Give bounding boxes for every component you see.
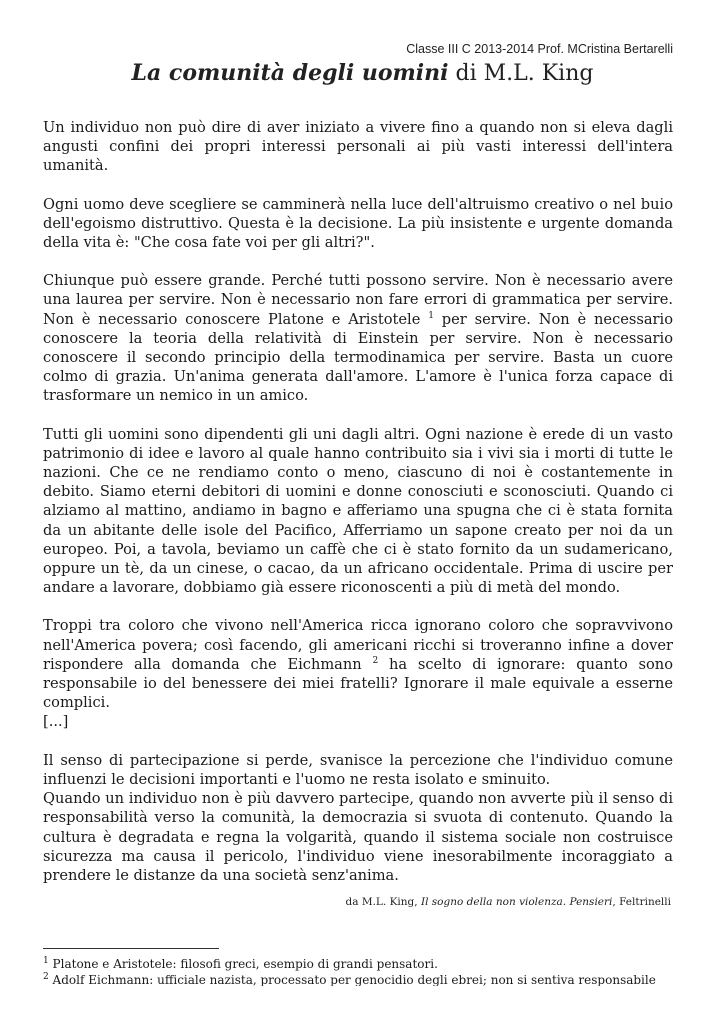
paragraph-4: Tutti gli uomini sono dipendenti gli uni dagli altri. Ogni nazione è erede di un vasto patrimonio di idee e lavoro al quale hanno contribuito sia i vivi sia i morti di tutte le nazioni. Che ce ne rendiamo conto o meno, ciascuno di noi è costantemente in debito. Siamo eterni debitori di uomini e donne conosciuti e sconosciuti. Quando ci alziamo al mattino, andiamo in bagno e afferiamo una spugna che ci è stata fornita da un abitante delle isole del Pacifico, Afferriamo un sapone creato per noi da un europeo. Poi, a tavola, beviamo un caffè che ci è stato fornito da un sudamericano, oppure un tè, da un cinese, o cacao, da un africano occidentale. Prima di uscire per andare a lavorare, dobbiamo già essere riconoscenti a più di metà del mondo. [43,425,673,597]
paragraph-2: Ogni uomo deve scegliere se camminerà nella luce dell'altruismo creativo o nel buio dell'egoismo distruttivo. Questa è la decisione. La più insistente e urgente domanda della vita è: "Che cosa fate voi per gli altri?". [43,195,673,252]
source-work-title: Il sogno della non violenza. Pensieri [420,896,613,908]
footnote-2 [43,972,683,986]
footnotes [43,956,683,986]
article-body [43,118,673,885]
source-publisher: , Feltrinelli [612,896,671,908]
footnote-ref-2: 2 [372,656,379,667]
paragraph-5 [43,616,673,712]
source-prefix: da M.L. King, [345,896,421,908]
paragraph-1: Un individuo non può dire di aver iniziato a vivere fino a quando non si eleva dagli angusti confini dei propri interessi personali ai più vasti interessi dell'intera umanità. [43,119,673,175]
course-header: Classe III C 2013-2014 Prof. MCristina Bertarelli [406,42,673,56]
paragraph-3 [43,271,673,405]
source-citation [346,896,671,908]
footnote-1-number: 1 [43,956,49,966]
footnote-1-text: Platone e Aristotele: filosofi greci, esempio di grandi pensatori. [48,957,438,971]
footnote-divider [43,948,219,949]
paragraph-3-part-a: Chiunque può essere grande. Perché tutti possono servire. Non è necessario avere una laurea per servire. Non è necessario non fare errori di grammatica per servire. Non è necessario conoscere Platone e Aristotele [43,272,673,328]
footnote-2-text: Adolf Eichmann: ufficiale nazista, processato per genocidio degli ebrei; non si sentiva responsabile [48,973,656,986]
footnote-ref-1: 1 [428,310,434,321]
ellipsis: [...] [43,713,69,731]
paragraph-7: Quando un individuo non è più davvero partecipe, quando non avverte più il senso di responsabilità verso la comunità, la democrazia si svuota di contenuto. Quando la cultura è degradata e regna la volgarità, quando il sistema sociale non costruisce sicurezza ma causa il pericolo, l'individuo viene inesorabilmente incoraggiato a prendere le distanze da una società senz'anima. [43,790,673,884]
paragraph-6: Il senso di partecipazione si perde, svanisce la percezione che l'individuo comune influenzi le decisioni importanti e l'uomo ne resta isolato e sminuito. [43,751,673,788]
footnote-1 [43,956,683,972]
title-italic: La comunità degli uomini [131,60,449,86]
paragraph-3-part-b: per servire. Non è necessario conoscere la teoria della relatività di Einstein per servire. Non è necessario conoscere il secondo principio della termodinamica per servire. Basta un cuore colmo di grazia. Un'anima generata dall'amore. L'amore è l'unica forza capace di trasformare un nemico in un amico. [43,310,673,405]
title-author: di M.L. King [448,61,594,86]
paragraph-5-part-b: ha scelto di ignorare: quanto sono responsabile io del benessere dei miei fratelli? Ignorare il male equivale a esserne complici. [43,655,673,712]
paragraph-5-part-a: Troppi tra coloro che vivono nell'America ricca ignorano coloro che sopravvivono nell'America povera; così facendo, gli americani ricchi si troveranno infine a dover rispondere alla domanda che Eichmann [43,617,673,673]
footnote-2-number: 2 [43,972,49,982]
page-title [0,60,725,86]
